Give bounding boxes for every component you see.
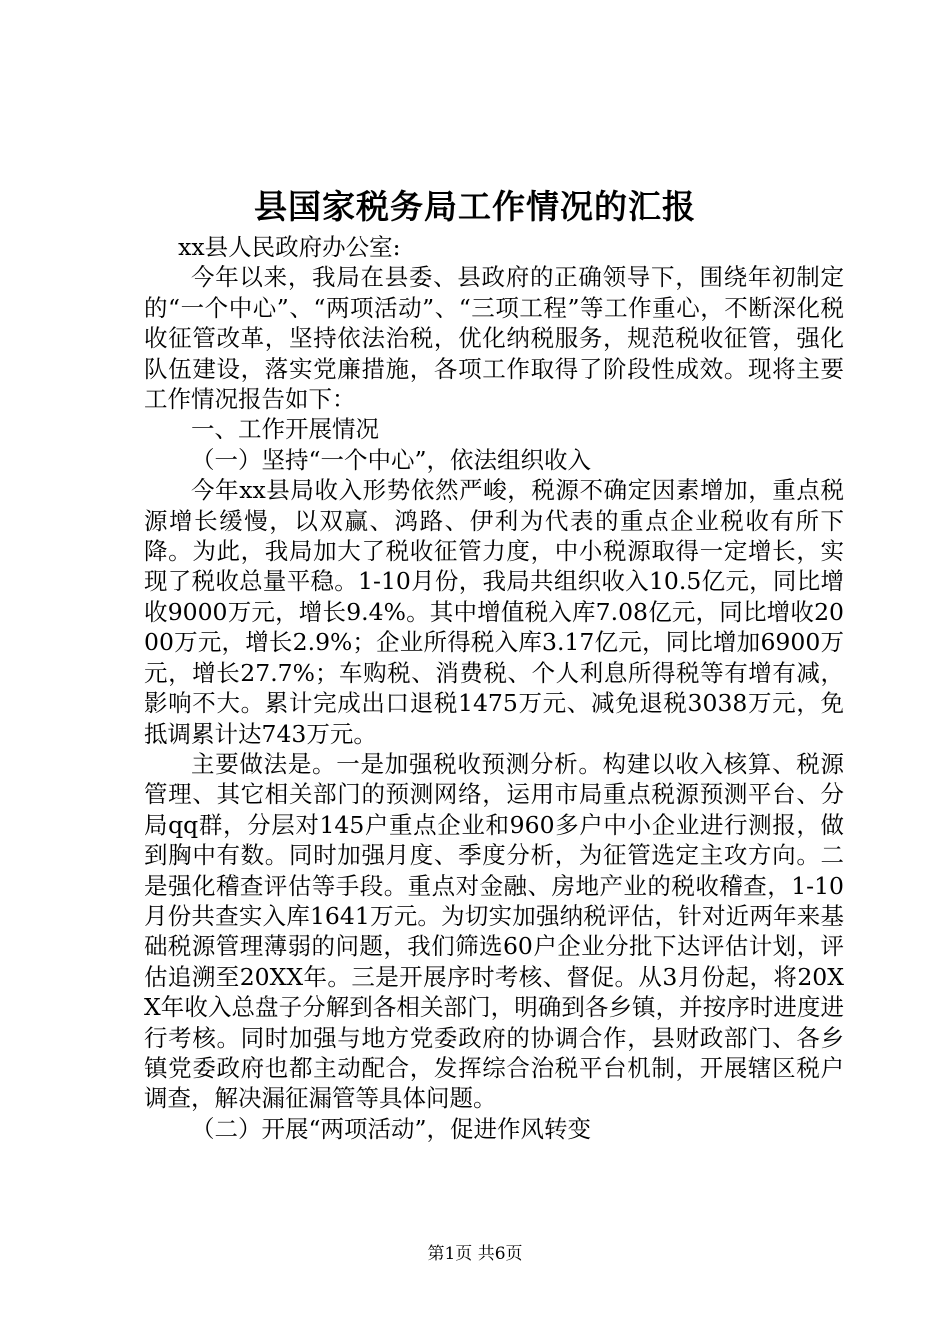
page-number-footer: 第1页 共6页 bbox=[427, 1244, 523, 1264]
addressee-paragraph: xx县人民政府办公室: bbox=[178, 233, 401, 261]
document-title: 县国家税务局工作情况的汇报 bbox=[254, 187, 696, 226]
subsection-heading-two-activities: （二）开展“两项活动”，促进作风转变 bbox=[191, 1114, 592, 1143]
main-measures-paragraph: 主要做法是。一是加强税收预测分析。构建以收入核算、税源管理、其它相关部门的预测网络，运用市局重点税源预测平台、分局qq群，分层对145户重点企业和960多户中小企业进行测报，做到胸中有数。同时加强月度、季度分析，为征管选定主攻方向。二是强化稽查评估等手段。重点对金融、房地产业的税收稽查，1-10月份共查实入库1641万元。为切实加强纳税评估，针对近两年来基础税源管理薄弱的问题，我们筛选60户企业分批下达评估计划，评估追溯至20XX年。三是开展序时考核、督促。从3月份起，将20XX年收入总盘子分解到各相关部门，明确到各乡镇，并按序时进度进行考核。同时加强与地方党委政府的协调合作，县财政部门、各乡镇党委政府也都主动配合，发挥综合治税平台机制，开展辖区税户调查，解决漏征漏管等具体问题。 bbox=[144, 749, 844, 1113]
document-body bbox=[144, 232, 844, 1144]
section-heading-work-status: 一、工作开展情况 bbox=[191, 415, 379, 444]
intro-paragraph: 今年以来，我局在县委、县政府的正确领导下，围绕年初制定的“一个中心”、“两项活动”、“三项工程”等工作重心，不断深化税收征管改革，坚持依法治税，优化纳税服务，规范税收征管，强化队伍建设，落实党廉措施，各项工作取得了阶段性成效。现将主要工作情况报告如下： bbox=[144, 263, 844, 414]
revenue-paragraph: 今年xx县局收入形势依然严峻，税源不确定因素增加，重点税源增长缓慢，以双赢、鸿路、伊利为代表的重点企业税收有所下降。为此，我局加大了税收征管力度，中小税源取得一定增长，实现了税收总量平稳。1-10月份，我局共组织收入10.5亿元，同比增收9000万元，增长9.4%。其中增值税入库7.08亿元，同比增收2000万元，增长2.9%；企业所得税入库3.17亿元，同比增加6900万元，增长27.7%；车购税、消费税、个人利息所得税等有增有减，影响不大。累计完成出口退税1475万元、减免退税3038万元，免抵调累计达743万元。 bbox=[144, 476, 844, 748]
subsection-heading-one-center: （一）坚持“一个中心”，依法组织收入 bbox=[191, 445, 592, 474]
